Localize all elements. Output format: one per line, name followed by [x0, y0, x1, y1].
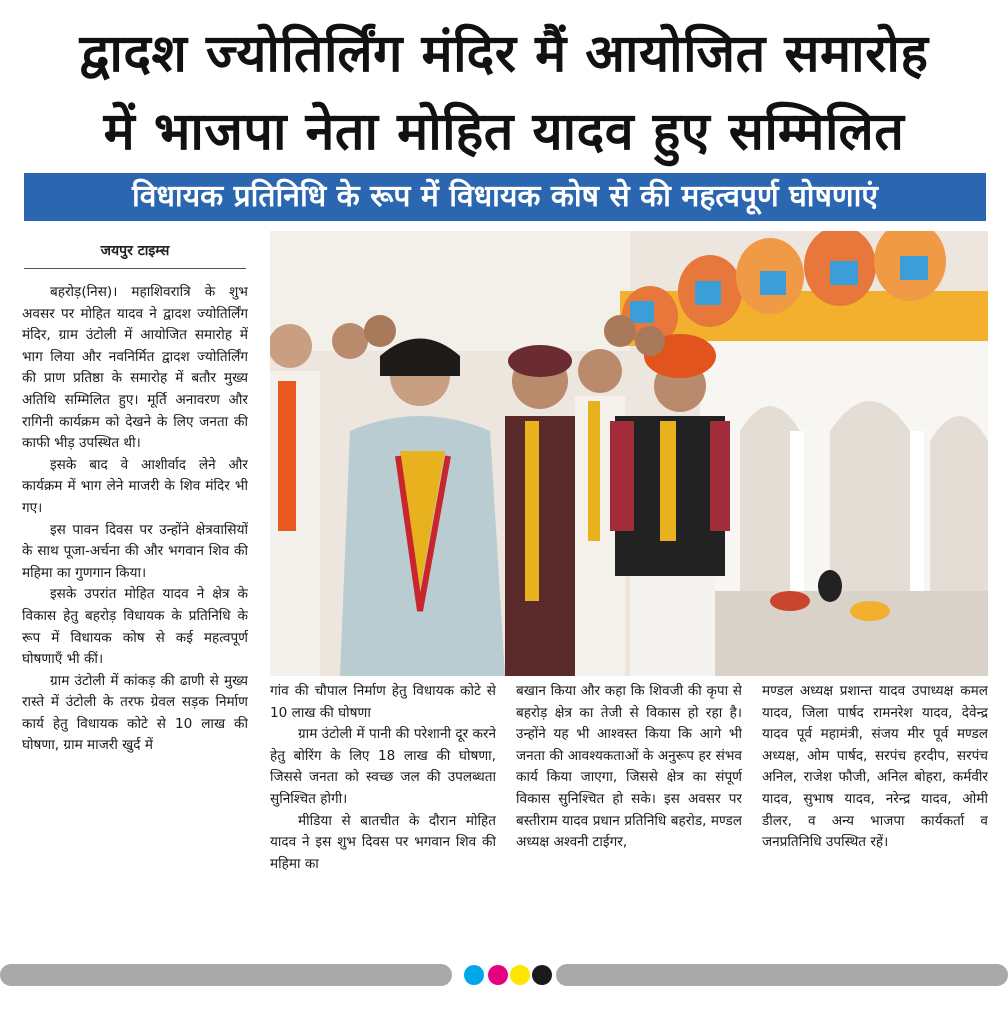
registration-dot-cyan: [464, 965, 484, 985]
paragraph: मण्डल अध्यक्ष प्रशान्त यादव उपाध्यक्ष कमल यादव, जिला पार्षद रामनरेश यादव, देवेन्द्र यादव पूर्व महामंत्री, संजय मीर पूर्व मण्डल अध्यक्ष, ओम पार्षद, सरपंच हरदीप, सरपंच अनिल, राजेश फौजी, अनिल बोहरा, कर्मवीर यादव, सुभाष यादव, नरेन्द्र यादव, ओमी डीलर, व अन्य भाजपा कार्यकर्ता व जनप्रतिनिधि उपस्थित रहें।: [762, 683, 988, 851]
paragraph: इस पावन दिवस पर उन्होंने क्षेत्रवासियों के साथ पूजा-अर्चना की और भगवान शिव की महिमा का गुणगान किया।: [22, 521, 248, 581]
subheadline-banner: विधायक प्रतिनिधि के रूप में विधायक कोष से की महत्वपूर्ण घोषणाएं: [24, 173, 986, 221]
article-column-4: [762, 681, 988, 961]
footer-bar-right: [556, 964, 1008, 986]
paragraph: बहरोड़(निस)। महाशिवरात्रि के शुभ अवसर पर मोहित यादव ने द्वादश ज्योतिर्लिंग मंदिर, ग्राम उंटोली में आयोजित समारोह में भाग लिया और नवनिर्मित द्वादश ज्योतिर्लिंग की प्राण प्रतिष्ठा के समारोह में बतौर मुख्य अतिथि सम्मिलित हुए। मूर्ति अनावरण और रागिनी कार्यक्रम को देखने के लिए जनता की काफी भीड़ उपस्थित थी।: [22, 284, 248, 452]
article-column-3: [516, 681, 742, 961]
paragraph: ग्राम उंटोली में पानी की परेशानी दूर करने हेतु बोरिंग के लिए 18 लाख की घोषणा, जिससे जनता को स्वच्छ जल की उपलब्धता सुनिश्चित होगी।: [270, 726, 496, 807]
byline-rule: [24, 268, 246, 269]
paragraph: इसके बाद वे आशीर्वाद लेने और कार्यक्रम में भाग लेने माजरी के शिव मंदिर भी गए।: [22, 456, 248, 516]
headline-line-1: द्वादश ज्योतिर्लिंग मंदिर मैं आयोजित समारोह: [79, 24, 929, 84]
paragraph: ग्राम उंटोली में कांकड़ की ढाणी से मुख्य रास्ते में उंटोली के तरफ ग्रेवल सड़क निर्माण कार्य हेतु विधायक कोटे से 10 लाख की घोषणा, ग्राम माजरी खुर्द में: [22, 672, 248, 754]
paragraph: बखान किया और कहा कि शिवजी की कृपा से बहरोड़ क्षेत्र का तेजी से विकास हो रहा है। उन्होंने यह भी आश्वस्त किया कि आगे भी जनता की आवश्यकताओं के अनुरूप हर संभव कार्य किया जाएगा, जिससे क्षेत्र का संपूर्ण विकास सुनिश्चित हो सके। इस अवसर पर बस्तीराम यादव प्रधान प्रतिनिधि बहरोड, मण्डल अध्यक्ष अश्वनी टाईगर,: [516, 683, 742, 851]
temple-photo: [270, 231, 988, 676]
byline: जयपुर टाइम्स: [100, 243, 170, 259]
footer-bar-left: [0, 964, 452, 986]
registration-dot-black: [532, 965, 552, 985]
paragraph: गांव की चौपाल निर्माण हेतु विधायक कोटे से 10 लाख की घोषणा: [270, 683, 496, 721]
article-column-2: [270, 681, 496, 961]
paragraph: मीडिया से बातचीत के दौरान मोहित यादव ने इस शुभ दिवस पर भगवान शिव की महिमा का: [270, 812, 496, 872]
paragraph: इसके उपरांत मोहित यादव ने क्षेत्र के विकास हेतु बहरोड़ विधायक के प्रतिनिधि के रूप में विधायक कोष से कई महत्वपूर्ण घोषणाएँ भी कीं।: [22, 586, 248, 668]
article-column-1: [22, 282, 248, 962]
headline-line-2: में भाजपा नेता मोहित यादव हुए सम्मिलित: [103, 102, 905, 162]
temple-photo-illustration: [270, 231, 988, 676]
registration-dot-yellow: [510, 965, 530, 985]
registration-dot-magenta: [488, 965, 508, 985]
